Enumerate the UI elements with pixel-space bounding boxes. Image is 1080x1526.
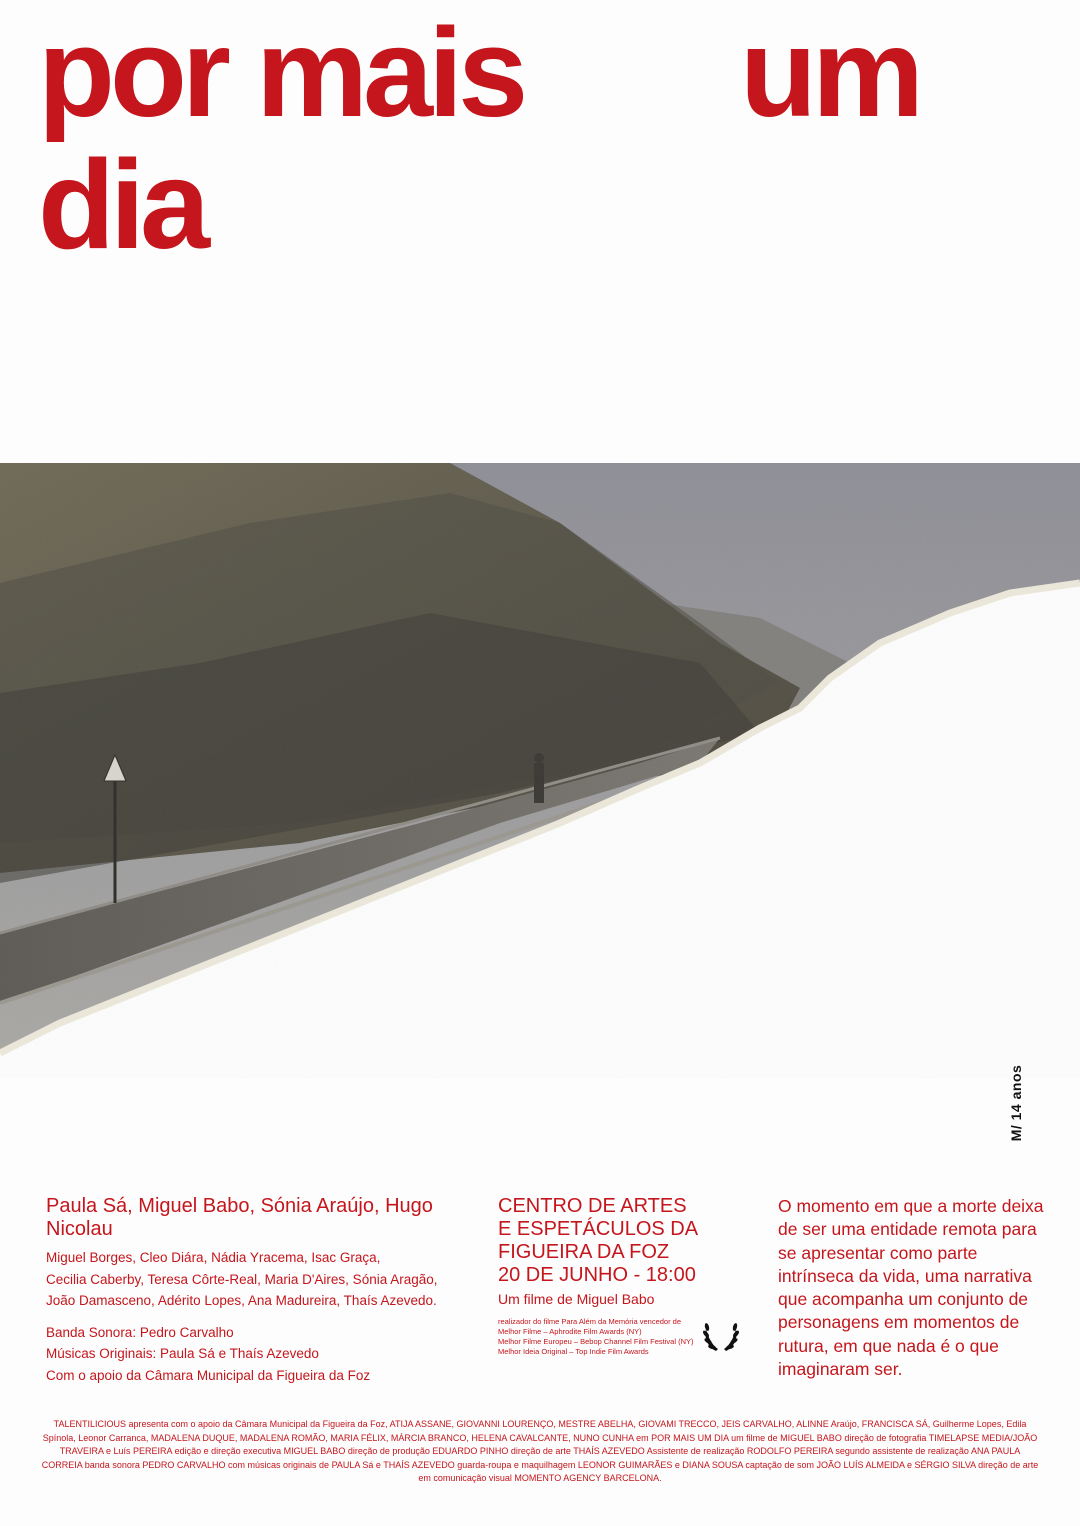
synopsis-column [778,1195,1048,1381]
landscape-photo [0,463,1080,1078]
billing-block: TALENTILICIOUS apresenta com o apoio da Câmara Municipal da Figueira da Foz, ATIJA ASSANE, GIOVANNI LOURENÇO, MESTRE ABELHA, GIOVAMI TRECCO, JEIS CARVALHO, ALINNE Araújo, FRANCISCA SÁ, Guilherme Lopes, Edila Spínola, Leonor Carranca, MADALENA DUQUE, MADALENA ROMÃO, MARIA FÉLIX, MÁRCIA BRANCO, HELENA CAVALCANTE, NUNO CUNHA em POR MAIS UM DIA um filme de MIGUEL BABO direção de fotografia TIMELAPSE MEDIA/JOÃO TRAVEIRA e Luís PEREIRA edição e direção executiva MIGUEL BABO direção de produção EDUARDO PINHO direção de arte THAÍS AZEVEDO Assistente de realização RODOLFO PEREIRA segundo assistente de realização ANA PAULA CORREIA banda sonora PEDRO CARVALHO com músicas originais de PAULA Sá e THAÍS AZEVEDO guarda-roupa e maquilhagem LEONOR GUIMARÃES e DIANA SOUSA captação de som JOÃO LUÍS ALMEIDA e SÉRGIO SILVA direção de arte em comunicação visual MOMENTO AGENCY BARCELONA. [41,1419,1039,1483]
venue-line: CENTRO DE ARTES [498,1195,687,1217]
synopsis: O momento em que a morte deixa de ser uma entidade remota para se apresentar como parte intrínseca da vida, uma narrativa que acompanha um conjunto de personagens em momentos de rutura, em que nada é o que imaginaram ser. [778,1196,1044,1380]
age-rating [1006,1060,1026,1145]
venue [498,1195,758,1287]
award-line: Melhor Filme Europeu – Bebop Channel Film Festival (NY) [498,1337,694,1346]
title-line1-left: por mais [38,2,524,143]
credit-line: Músicas Originais: Paula Sá e Thaís Azevedo [46,1346,319,1361]
age-rating-text: M/ 14 anos [1008,1064,1024,1141]
award-line: Melhor Filme – Aphrodite Film Awards (NY) [498,1327,642,1336]
music-credits [46,1322,486,1387]
credit-line: Com o apoio da Câmara Municipal da Figueira da Foz [46,1367,371,1383]
director-byline: Um filme de Miguel Babo [498,1291,655,1307]
awards-text [498,1317,698,1357]
awards [498,1317,758,1357]
cast-column [46,1195,486,1386]
supporting-cast [46,1247,486,1312]
event-date: 20 DE JUNHO - 18:00 [498,1264,696,1286]
venue-line: E ESPETÁCULOS DA [498,1218,699,1240]
award-line: Melhor Ideia Original – Top Indie Film Awards [498,1347,649,1356]
cast-line: João Damasceno, Adérito Lopes, Ana Madureira, Thaís Azevedo. [46,1293,437,1308]
title-line2: dia [38,134,206,275]
event-column [498,1195,758,1357]
laurel-wreath-icon [702,1319,740,1353]
lead-cast: Paula Sá, Miguel Babo, Sónia Araújo, Hugo Nicolau [46,1195,433,1240]
cast-line: Miguel Borges, Cleo Diára, Nádia Yracema, Isac Graça, [46,1250,381,1265]
award-line: realizador do filme Para Além da Memória vencedor de [498,1317,682,1326]
title-line1-right: um [740,2,919,143]
credit-line: Banda Sonora: Pedro Carvalho [46,1324,234,1340]
cast-line: Cecilia Caberby, Teresa Côrte-Real, Maria D'Aires, Sónia Aragão, [46,1271,438,1287]
venue-line: FIGUEIRA DA FOZ [498,1241,670,1263]
